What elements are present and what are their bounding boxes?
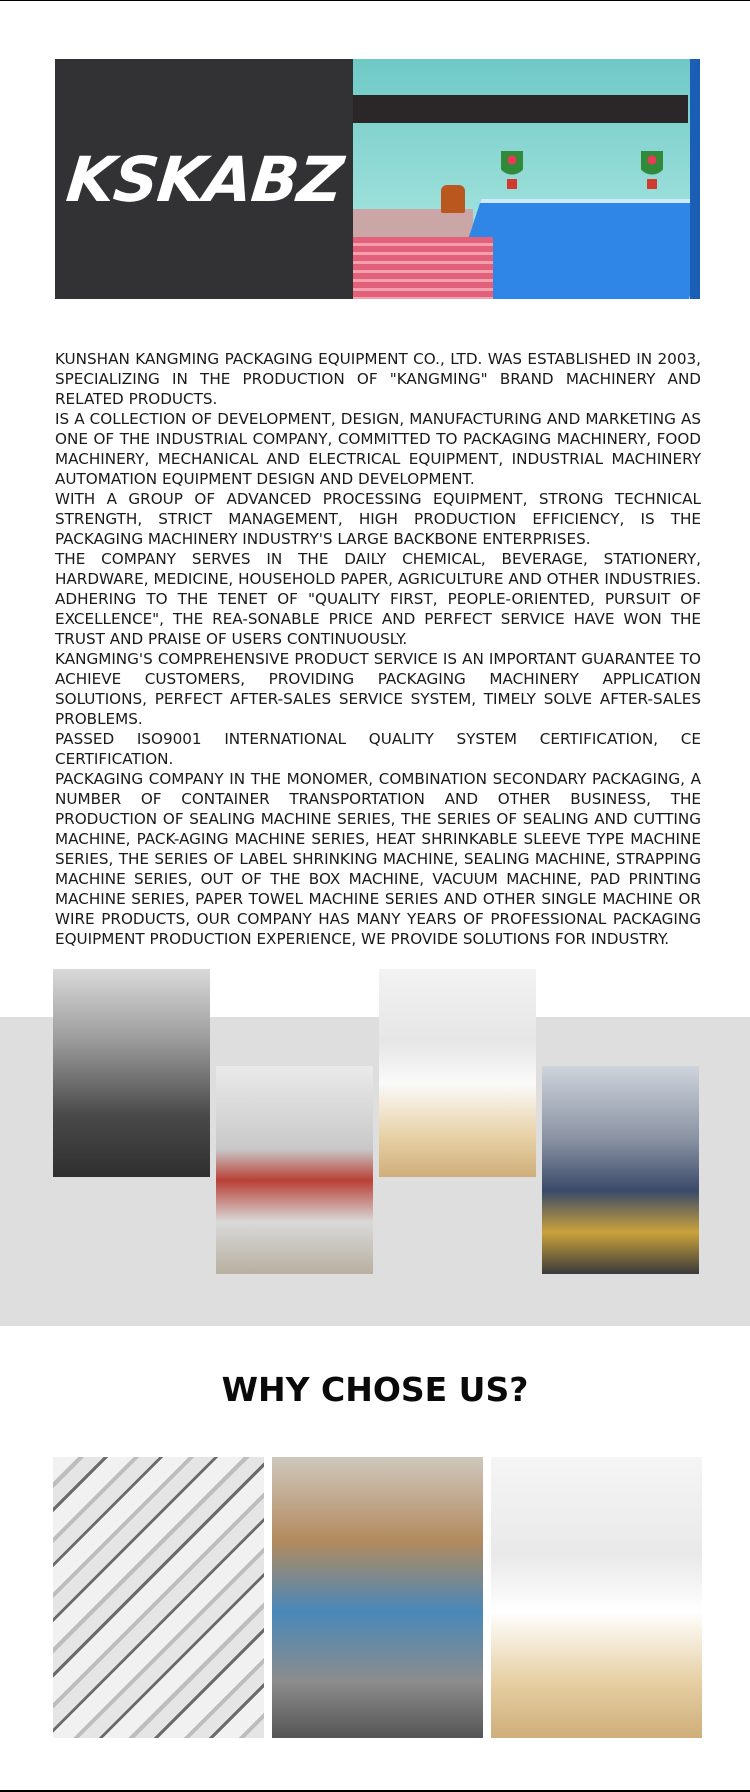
about-paragraph: PACKAGING COMPANY IN THE MONOMER, COMBINATION SECONDARY PACKAGING, A NUMBER OF CONTAINER TRANSPORTATION AND OTHER BUSINESS, THE PRODUCTION OF SEALING MACHINE SERIES, THE SERIES OF SEALING AND CUTTING MACHINE, PACK-AGING MACHINE SERIES, HEAT SHRINKABLE SLEEVE TYPE MACHINE SERIES, THE SERIES OF LABEL SHRINKING MACHINE, SEALING MACHINE, STRAPPING MACHINE SERIES, OUT OF THE BOX MACHINE, VACUUM MACHINE, PAD PRINTING MACHINE SERIES, PAPER TOWEL MACHINE SERIES AND OTHER SINGLE MACHINE OR WIRE PRODUCTS, OUR COMPANY HAS MANY YEARS OF PROFESSIONAL PACKAGING EQUIPMENT PRODUCTION EXPERIENCE, WE PROVIDE SOLUTIONS FOR INDUSTRY. [55, 770, 701, 948]
about-paragraph: THE COMPANY SERVES IN THE DAILY CHEMICAL, BEVERAGE, STATIONERY, HARDWARE, MEDICINE, HOUSEHOLD PAPER, AGRICULTURE AND OTHER INDUSTRIES. ADHERING TO THE TENET OF "QUALITY FIRST, PEOPLE-ORIENTED, PURSUIT OF EXCELLENCE", THE REA-SONABLE PRICE AND PERFECT SERVICE HAVE WON THE TRUST AND PRAISE OF USERS CONTINUOUSLY. [55, 550, 701, 648]
production-line-photo [542, 1066, 699, 1274]
about-paragraph: KUNSHAN KANGMING PACKAGING EQUIPMENT CO., LTD. WAS ESTABLISHED IN 2003, SPECIALIZING IN THE PRODUCTION OF "KANGMING" BRAND MACHINERY AND RELATED PRODUCTS. [55, 350, 701, 408]
staff-team-photo [379, 969, 536, 1177]
about-paragraph: PASSED ISO9001 INTERNATIONAL QUALITY SYSTEM CERTIFICATION, CE CERTIFICATION. [55, 730, 701, 768]
top-divider [0, 0, 750, 1]
why-chose-us-heading: WHY CHOSE US? [221, 1370, 529, 1409]
brand-logo [55, 59, 353, 299]
machine-parts-photo [53, 1457, 264, 1738]
about-paragraph: KANGMING'S COMPREHENSIVE PRODUCT SERVICE IS AN IMPORTANT GUARANTEE TO ACHIEVE CUSTOMERS, PROVIDING PACKAGING MACHINERY APPLICATION SOLUTIONS, PERFECT AFTER-SALES SERVICE SYSTEM, TIMELY SOLVE AFTER-SALES PROBLEMS. [55, 650, 701, 728]
team-classroom-photo [491, 1457, 702, 1738]
company-banner [55, 59, 700, 299]
about-paragraph: WITH A GROUP OF ADVANCED PROCESSING EQUIPMENT, STRONG TECHNICAL STRENGTH, STRICT MANAGEMENT, HIGH PRODUCTION EFFICIENCY, IS THE PACKAGING MACHINERY INDUSTRY'S LARGE BACKBONE ENTERPRISES. [55, 490, 701, 548]
brand-logo-text: KSKABZ [62, 142, 346, 216]
factory-workshop-photo [53, 969, 210, 1177]
machine-assembly-photo [216, 1066, 373, 1274]
workers-assembling-photo [272, 1457, 483, 1738]
company-description [55, 349, 701, 949]
office-reception-photo [353, 59, 700, 299]
about-paragraph: IS A COLLECTION OF DEVELOPMENT, DESIGN, MANUFACTURING AND MARKETING AS ONE OF THE INDUSTRIAL COMPANY, COMMITTED TO PACKAGING MACHINERY, FOOD MACHINERY, MECHANICAL AND ELECTRICAL EQUIPMENT, INDUSTRIAL MACHINERY AUTOMATION EQUIPMENT DESIGN AND DEVELOPMENT. [55, 410, 701, 488]
